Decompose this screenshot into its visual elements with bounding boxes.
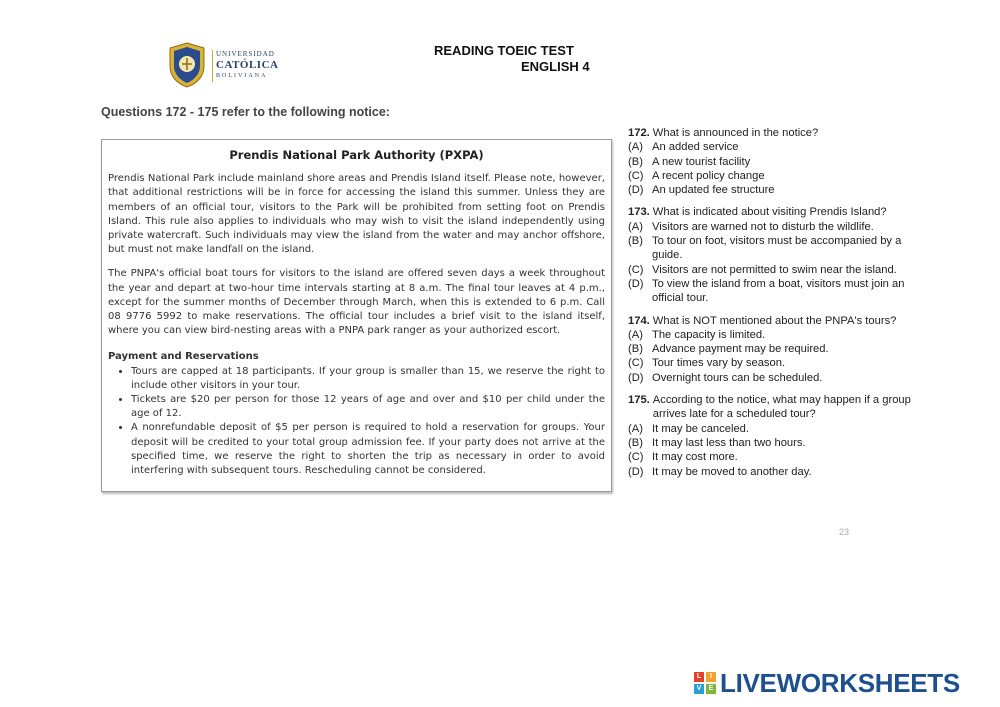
university-seal-icon [168, 42, 206, 88]
question-stem: What is NOT mentioned about the PNPA's tours? [652, 314, 897, 327]
option-text: The capacity is limited. [652, 328, 766, 341]
option-letter: (B) [628, 235, 643, 248]
option-text: It may be canceled. [652, 422, 750, 435]
payment-item: • Tours are capped at 18 participants. If your group is smaller than 15, we reserve the right to include other visitors in your tour. [131, 365, 605, 393]
option-text: A recent policy change [652, 169, 765, 182]
option-text: To view the island from a boat, visitors must join an official tour. [652, 277, 905, 305]
logo-line-3: BOLIVIANA [216, 73, 268, 79]
option-text: Tour times vary by season. [652, 357, 786, 370]
question-stem: According to the notice, what may happen if a group arrives late for a scheduled tour? [652, 394, 911, 421]
logo-line-2: CATÓLICA [216, 59, 279, 71]
option-letter: (D) [628, 184, 644, 197]
answer-option[interactable] [628, 183, 918, 197]
test-subtitle: ENGLISH 4 [521, 59, 590, 74]
answer-option[interactable] [628, 220, 918, 234]
university-logo [168, 42, 288, 90]
logo-text [216, 51, 296, 79]
notice-title: Prendis National Park Authority (PXPA) [229, 148, 484, 162]
option-letter: (C) [628, 357, 644, 370]
answer-option[interactable] [628, 169, 918, 183]
payment-item: • Tickets are $20 per person for those 12 years of age and over and $10 per child under the age of 12. [131, 393, 605, 421]
logo-line-1: UNIVERSIDAD [216, 50, 275, 58]
option-text: An added service [652, 141, 739, 154]
question-number: 173. [628, 206, 650, 219]
question-174 [628, 314, 918, 385]
answer-option[interactable] [628, 328, 918, 342]
option-letter: (C) [628, 263, 644, 276]
question-number: 174. [628, 314, 650, 327]
page-number: 23 [839, 527, 850, 537]
notice-paragraph-1: Prendis National Park include mainland shore areas and Prendis Island itself. Please note, however, that additional restrictions will be in force for accessing the island this summer. Unless they are members of an official tour, visitors to the Park will be prohibited from setting foot on Prendis Island. This rule also applies to individuals who may wish to visit the island independently using private watercraft. Such individuals may view the island from the water and may anchor offshore, but must not make landfall on the island. [108, 173, 605, 256]
option-text: Visitors are not permitted to swim near the island. [652, 263, 897, 276]
question-stem: What is announced in the notice? [652, 127, 819, 139]
grid-cell: V [694, 684, 704, 694]
option-letter: (A) [628, 422, 643, 435]
answer-option[interactable] [628, 342, 918, 356]
liveworksheets-grid-icon [694, 672, 716, 694]
question-number: 175. [628, 394, 650, 407]
option-letter: (D) [628, 465, 644, 478]
grid-cell: I [706, 672, 716, 682]
option-letter: (B) [628, 436, 643, 449]
answer-option[interactable] [628, 422, 918, 436]
grid-cell: L [694, 672, 704, 682]
option-letter: (B) [628, 343, 643, 356]
option-letter: (C) [628, 169, 644, 182]
option-letter: (B) [628, 155, 643, 168]
answer-option[interactable] [628, 155, 918, 169]
option-letter: (A) [628, 220, 643, 233]
liveworksheets-logo[interactable] [694, 667, 960, 698]
option-letter: (A) [628, 141, 643, 154]
option-text: It may last less than two hours. [652, 436, 806, 449]
answer-option[interactable] [628, 465, 918, 479]
answer-option[interactable] [628, 234, 918, 263]
grid-cell: E [706, 684, 716, 694]
questions-intro: Questions 172 - 175 refer to the following notice: [101, 105, 390, 119]
question-173 [628, 205, 918, 305]
question-175 [628, 393, 918, 479]
answer-option[interactable] [628, 356, 918, 370]
option-text: A new tourist facility [652, 155, 751, 168]
option-text: Visitors are warned not to disturb the wildlife. [652, 220, 874, 233]
notice-paragraph-2: The PNPA's official boat tours for visitors to the island are offered seven days a week throughout the year and depart at two-hour time intervals starting at 8 a.m. The final tour leaves at 4 p.m., except for the summer months of December through March, when this is extended to 6 p.m. Call 08 9776 5992 to make reservations. The official tour includes a brief visit to the island itself, where you can view bird-nesting areas with a PNPA park ranger as your authorized escort. [108, 268, 605, 337]
answer-option[interactable] [628, 263, 918, 277]
option-letter: (A) [628, 328, 643, 341]
question-172 [628, 126, 918, 197]
payment-list [108, 365, 605, 479]
answer-option[interactable] [628, 450, 918, 464]
question-stem: What is indicated about visiting Prendis Island? [652, 206, 887, 219]
option-text: Advance payment may be required. [652, 343, 829, 356]
payment-item: • A nonrefundable deposit of $5 per person is required to hold a reservation for groups. Your deposit will be credited to your total group admission fee. If your party does not arrive at the specified time, we reserve the right to shorten the trip as necessary in order to avoid interfering with subsequent tours. Rescheduling cannot be considered. [131, 421, 605, 478]
option-text: It may be moved to another day. [652, 465, 812, 478]
test-title: READING TOEIC TEST [434, 43, 574, 58]
answer-option[interactable] [628, 140, 918, 154]
question-number: 172. [628, 127, 650, 139]
option-letter: (D) [628, 277, 644, 290]
logo-divider [212, 50, 213, 82]
answer-option[interactable] [628, 371, 918, 385]
liveworksheets-wordmark: LIVEWORKSHEETS [720, 667, 960, 698]
option-letter: (C) [628, 451, 644, 464]
option-letter: (D) [628, 371, 644, 384]
option-text: It may cost more. [652, 451, 738, 464]
option-text: To tour on foot, visitors must be accompanied by a guide. [652, 235, 902, 262]
questions-column [628, 126, 918, 487]
answer-option[interactable] [628, 277, 918, 306]
payment-section-title: Payment and Reservations [108, 351, 259, 363]
option-text: Overnight tours can be scheduled. [652, 371, 823, 384]
option-text: An updated fee structure [652, 184, 775, 197]
notice-box [101, 139, 612, 492]
answer-option[interactable] [628, 436, 918, 450]
